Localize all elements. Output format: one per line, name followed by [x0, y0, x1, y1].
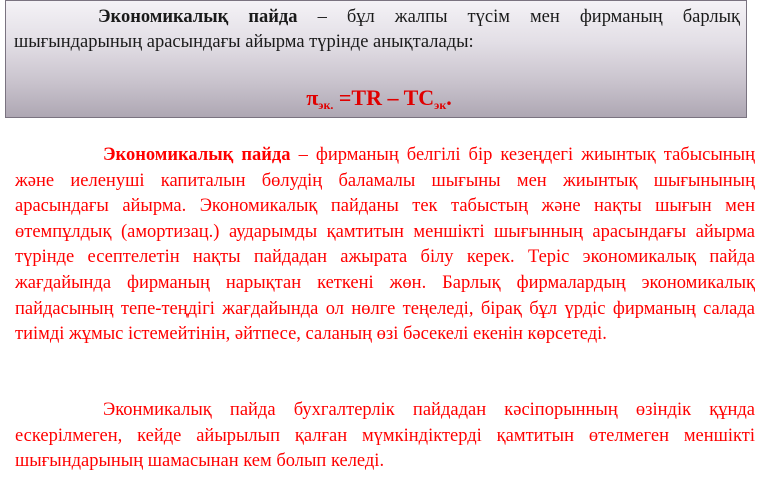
paragraph-body: – фирманың белгілі бір кезеңдегі жиынтық табысының және иеленуші капиталын бөлудің баламалы шығыны мен жиынтық шығынының арасындағы айырма. Экономикалық пайданы тек табыстың және нақты шығын мен өтемпұлдық (амортизац.) аударымды қамтитын меншікті шығынның арасындағы айырма түрінде есептелетін нақты пайдадан ажырата білу керек. Теріс экономикалық пайда жағдайында фирманың нарықтан кеткені жөн. Барлық фирмалардың экономикалық пайдасының тепе-теңдігі жағдайында ол нөлге теңеледі, бірақ бұл үрдіс фирманың салада тиімді жұмыс істемейтінін, әйтпесе, саланың өзі бәсекелі екенін көрсетеді.: [15, 145, 755, 345]
paragraph-accounting-comparison: [15, 398, 755, 475]
paragraph-economic-profit: [15, 143, 755, 348]
formula-symbol: π: [306, 85, 319, 110]
formula-rhs-subscript: эк: [434, 98, 447, 112]
paragraph-body: Эконмикалық пайда бухгалтерлік пайдадан кәсіпорынның өзіндік құнда ескерілмеген, кейде айырылып қалған мүмкіндіктерді қамтитын өтелмеген меншікті шығындарының шамасынан кем болып келеді.: [15, 400, 755, 472]
paragraph-term: Экономикалық пайда: [103, 145, 291, 165]
formula-end: .: [446, 85, 452, 110]
definition-term: Экономикалық пайда: [98, 7, 298, 27]
formula-symbol-subscript: эк.: [318, 98, 334, 112]
definition-body: – бұл жалпы түсім мен фирманың барлық шығындарының арасындағы айырма түрінде анықталады:: [14, 7, 741, 52]
profit-formula: [6, 85, 750, 118]
definition-text: [14, 5, 740, 55]
formula-rhs: =TR – TC: [333, 85, 435, 110]
definition-box: [5, 0, 747, 118]
